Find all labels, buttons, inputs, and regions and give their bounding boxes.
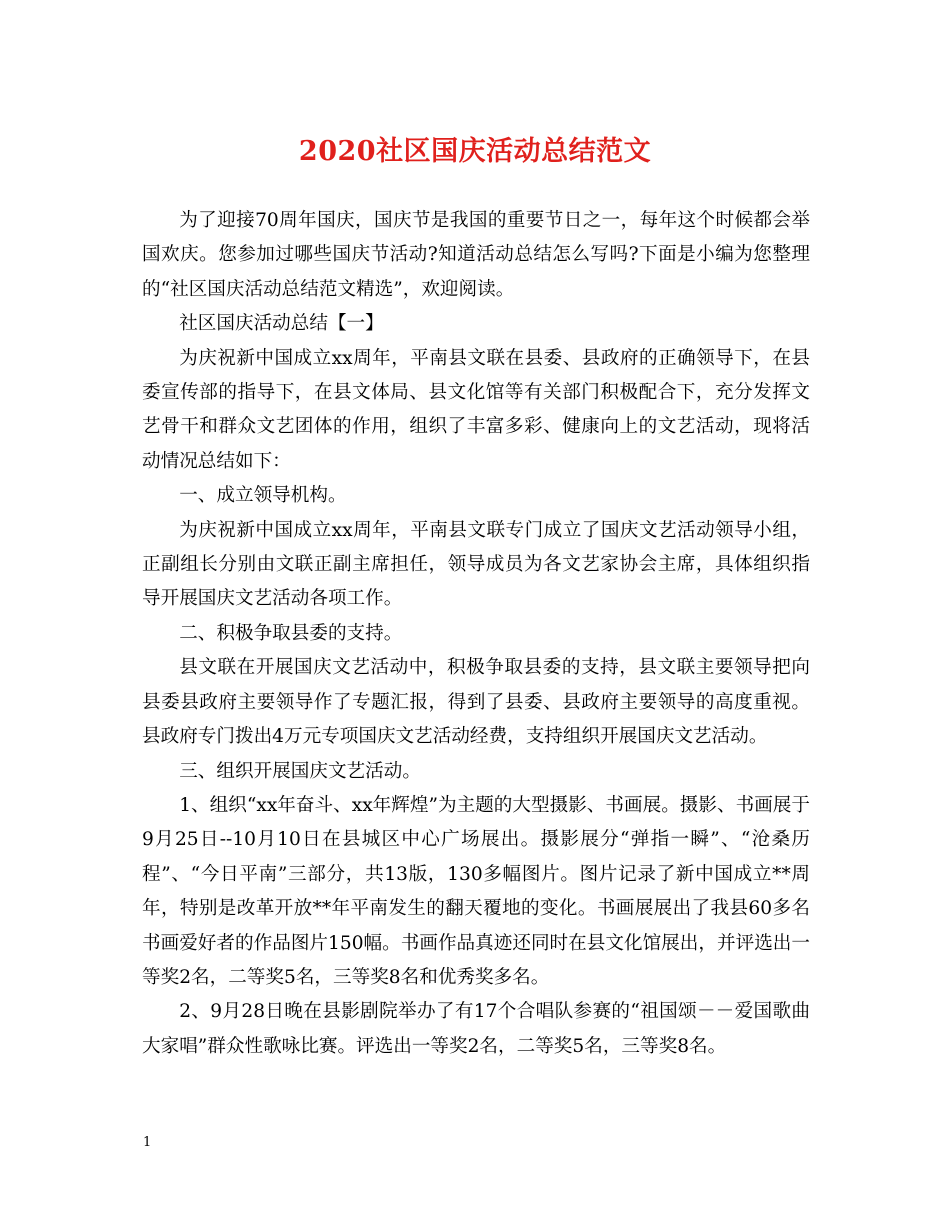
subheading-activities: 三、组织开展国庆文艺活动。 (179, 760, 421, 782)
body-paragraph: 为庆祝新中国成立xx周年，平南县文联在县委、县政府的正确领导下，在县委宣传部的指导下，在县文体局、县文化馆等有关部门积极配合下，充分发挥文艺骨干和群众文艺团体的作用，组织了丰富多彩、健康向上的文艺活动，现将活动情况总结如下： (142, 347, 810, 472)
subheading-county-support: 二、积极争取县委的支持。 (179, 622, 403, 644)
body-paragraph: 县文联在开展国庆文艺活动中，积极争取县委的支持，县文联主要领导把向县委县政府主要领导作了专题汇报，得到了县委、县政府主要领导的高度重视。县政府专门拨出4万元专项国庆文艺活动经费，支持组织开展国庆文艺活动。 (142, 657, 810, 748)
document-title: 2020社区国庆活动总结范文 (298, 136, 652, 167)
activity-item-1: 1、组织“xx年奋斗、xx年辉煌”为主题的大型摄影、书画展。摄影、书画展于9月25日--10月10日在县城区中心广场展出。摄影展分“弹指一瞬”、“沧桑历程”、“今日平南”三部分，共13版，130多幅图片。图片记录了新中国成立**周年，特别是改革开放**年平南发生的翻天覆地的变化。书画展展出了我县60多名书画爱好者的作品图片150幅。书画作品真迹还同时在县文化馆展出，并评选出一等奖2名，二等奖5名，三等奖8名和优秀奖多名。 (142, 794, 810, 988)
activity-item-2: 2、9月28日晚在县影剧院举办了有17个合唱队参赛的“祖国颂－－爱国歌曲大家唱”群众性歌咏比赛。评选出一等奖2名，二等奖5名，三等奖8名。 (142, 1001, 810, 1057)
section-heading-summary-one: 社区国庆活动总结【一】 (179, 313, 384, 335)
page-number: 1 (143, 1135, 152, 1150)
intro-paragraph: 为了迎接70周年国庆，国庆节是我国的重要节日之一，每年这个时候都会举国欢庆。您参加过哪些国庆节活动?知道活动总结怎么写吗?下面是小编为您整理的“社区国庆活动总结范文精选”，欢迎阅读。 (142, 210, 810, 300)
body-paragraph: 为庆祝新中国成立xx周年，平南县文联专门成立了国庆文艺活动领导小组，正副组长分别由文联正副主席担任，领导成员为各文艺家协会主席，具体组织指导开展国庆文艺活动各项工作。 (142, 519, 810, 610)
subheading-leadership: 一、成立领导机构。 (179, 485, 347, 507)
document-body (142, 204, 810, 1064)
